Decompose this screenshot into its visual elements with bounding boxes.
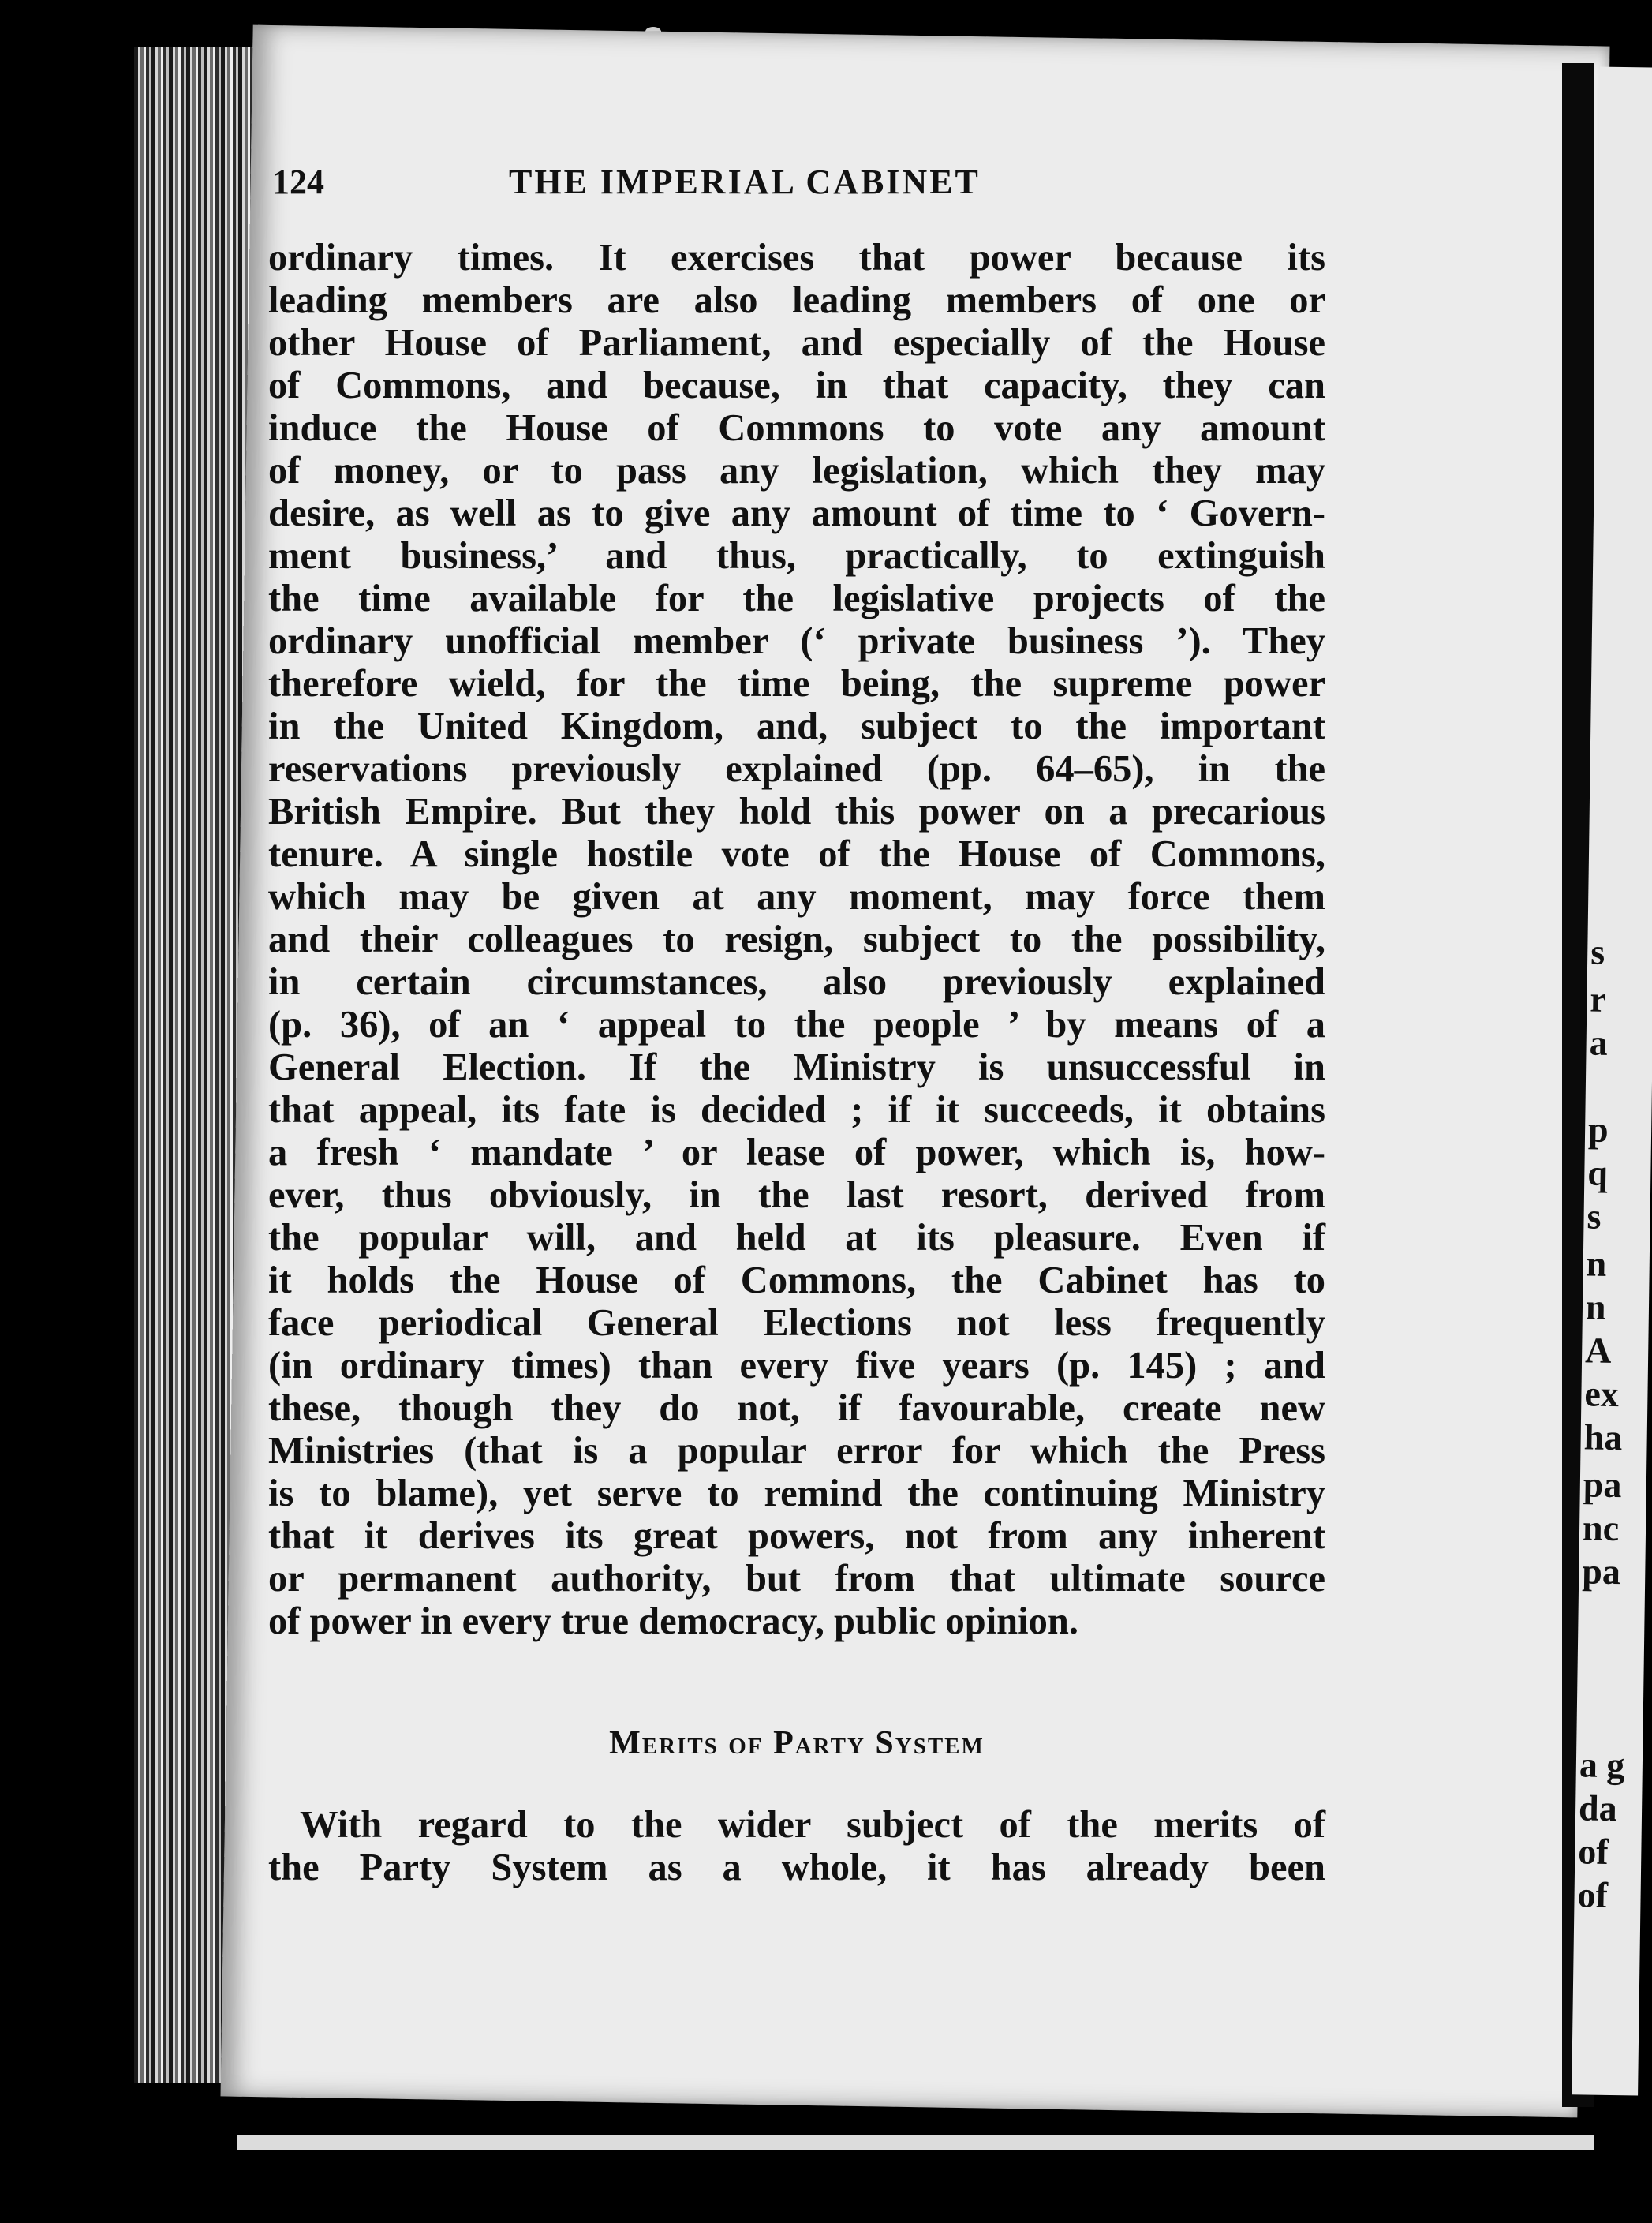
text-line: and their colleagues to resign, subject to the possibility, bbox=[268, 919, 1325, 960]
body-paragraph bbox=[268, 237, 1325, 1643]
next-page-fragment: s bbox=[1590, 931, 1605, 972]
text-line: these, though they do not, if favourable, create new bbox=[268, 1387, 1325, 1429]
next-page-fragment: pa bbox=[1581, 1551, 1621, 1592]
section-heading: Merits of Party System bbox=[609, 1725, 985, 1761]
text-line: a fresh ‘ mandate ’ or lease of power, which is, how- bbox=[268, 1132, 1325, 1173]
text-line: (p. 36), of an ‘ appeal to the people ’ by means of a bbox=[268, 1004, 1325, 1046]
next-page-fragment: A bbox=[1584, 1330, 1612, 1371]
next-page-fragment: a bbox=[1589, 1022, 1609, 1063]
next-page-fragment: r bbox=[1590, 979, 1607, 1020]
text-line: which may be given at any moment, may force them bbox=[268, 876, 1325, 918]
text-line: leading members are also leading members of one or bbox=[268, 279, 1325, 321]
text-line: that it derives its great powers, not from any inherent bbox=[268, 1515, 1325, 1557]
page-bottom-edge bbox=[237, 2135, 1594, 2150]
text-line: that appeal, its fate is decided ; if it succeeds, it obtains bbox=[268, 1089, 1325, 1131]
next-page-fragment: of bbox=[1577, 1874, 1609, 1915]
text-line: General Election. If the Ministry is unsuccessful in bbox=[268, 1046, 1325, 1088]
next-page-fragment: pa bbox=[1583, 1464, 1622, 1506]
running-head bbox=[272, 162, 1329, 225]
text-line: in certain circumstances, also previously explained bbox=[268, 961, 1325, 1003]
next-page-fragment: ex bbox=[1584, 1373, 1620, 1415]
text-line: tenure. A single hostile vote of the House of Commons, bbox=[268, 833, 1325, 875]
text-line: Ministries (that is a popular error for which the Press bbox=[268, 1430, 1325, 1472]
text-line: in the United Kingdom, and, subject to the important bbox=[268, 705, 1325, 747]
text-line: the Party System as a whole, it has already been bbox=[268, 1847, 1325, 1888]
page-number: 124 bbox=[272, 163, 324, 201]
text-line: ever, thus obviously, in the last resort, derived from bbox=[268, 1174, 1325, 1216]
text-line: is to blame), yet serve to remind the continuing Ministry bbox=[268, 1473, 1325, 1514]
next-page-fragment: q bbox=[1587, 1152, 1609, 1193]
text-line: it holds the House of Commons, the Cabinet has to bbox=[268, 1259, 1325, 1301]
section-paragraph bbox=[268, 1803, 1325, 1888]
text-line: of Commons, and because, in that capacity, they can bbox=[268, 365, 1325, 406]
next-page-fragment: da bbox=[1578, 1787, 1618, 1829]
text-line: British Empire. But they hold this power on a precarious bbox=[268, 791, 1325, 833]
text-line: or permanent authority, but from that ultimate source bbox=[268, 1558, 1325, 1600]
text-line: reservations previously explained (pp. 64–65), in the bbox=[268, 748, 1325, 790]
text-line: With regard to the wider subject of the merits of bbox=[300, 1804, 1325, 1846]
next-page-fragment: of bbox=[1578, 1831, 1609, 1872]
text-line: of power in every true democracy, public opinion. bbox=[268, 1600, 1078, 1642]
book-title: THE IMPERIAL CABINET bbox=[509, 163, 981, 201]
text-line: induce the House of Commons to vote any amount bbox=[268, 407, 1325, 449]
text-line: (in ordinary times) than every five years (p. 145) ; and bbox=[268, 1345, 1325, 1387]
next-page-fragment: n bbox=[1585, 1286, 1606, 1327]
text-line: the time available for the legislative projects of the bbox=[268, 578, 1325, 619]
text-line: ment business,’ and thus, practically, to extinguish bbox=[268, 535, 1325, 577]
text-line: desire, as well as to give any amount of time to ‘ Govern- bbox=[268, 492, 1325, 534]
text-line: face periodical General Elections not less frequently bbox=[268, 1302, 1325, 1344]
next-page-fragment: ha bbox=[1583, 1417, 1623, 1458]
text-line: other House of Parliament, and especially of the House bbox=[268, 322, 1325, 364]
text-line: therefore wield, for the time being, the supreme power bbox=[268, 663, 1325, 705]
text-line: ordinary unofficial member (‘ private business ’). They bbox=[268, 620, 1325, 662]
text-line: the popular will, and held at its pleasure. Even if bbox=[268, 1217, 1325, 1259]
next-page-fragment: p bbox=[1587, 1109, 1609, 1150]
text-line: ordinary times. It exercises that power because its bbox=[268, 237, 1325, 279]
next-page-fragment: n bbox=[1586, 1243, 1607, 1284]
next-page-fragment: s bbox=[1587, 1196, 1602, 1237]
text-line: of money, or to pass any legislation, which they may bbox=[268, 450, 1325, 492]
next-page-fragment: nc bbox=[1582, 1507, 1620, 1549]
next-page-fragment: a g bbox=[1579, 1744, 1625, 1786]
